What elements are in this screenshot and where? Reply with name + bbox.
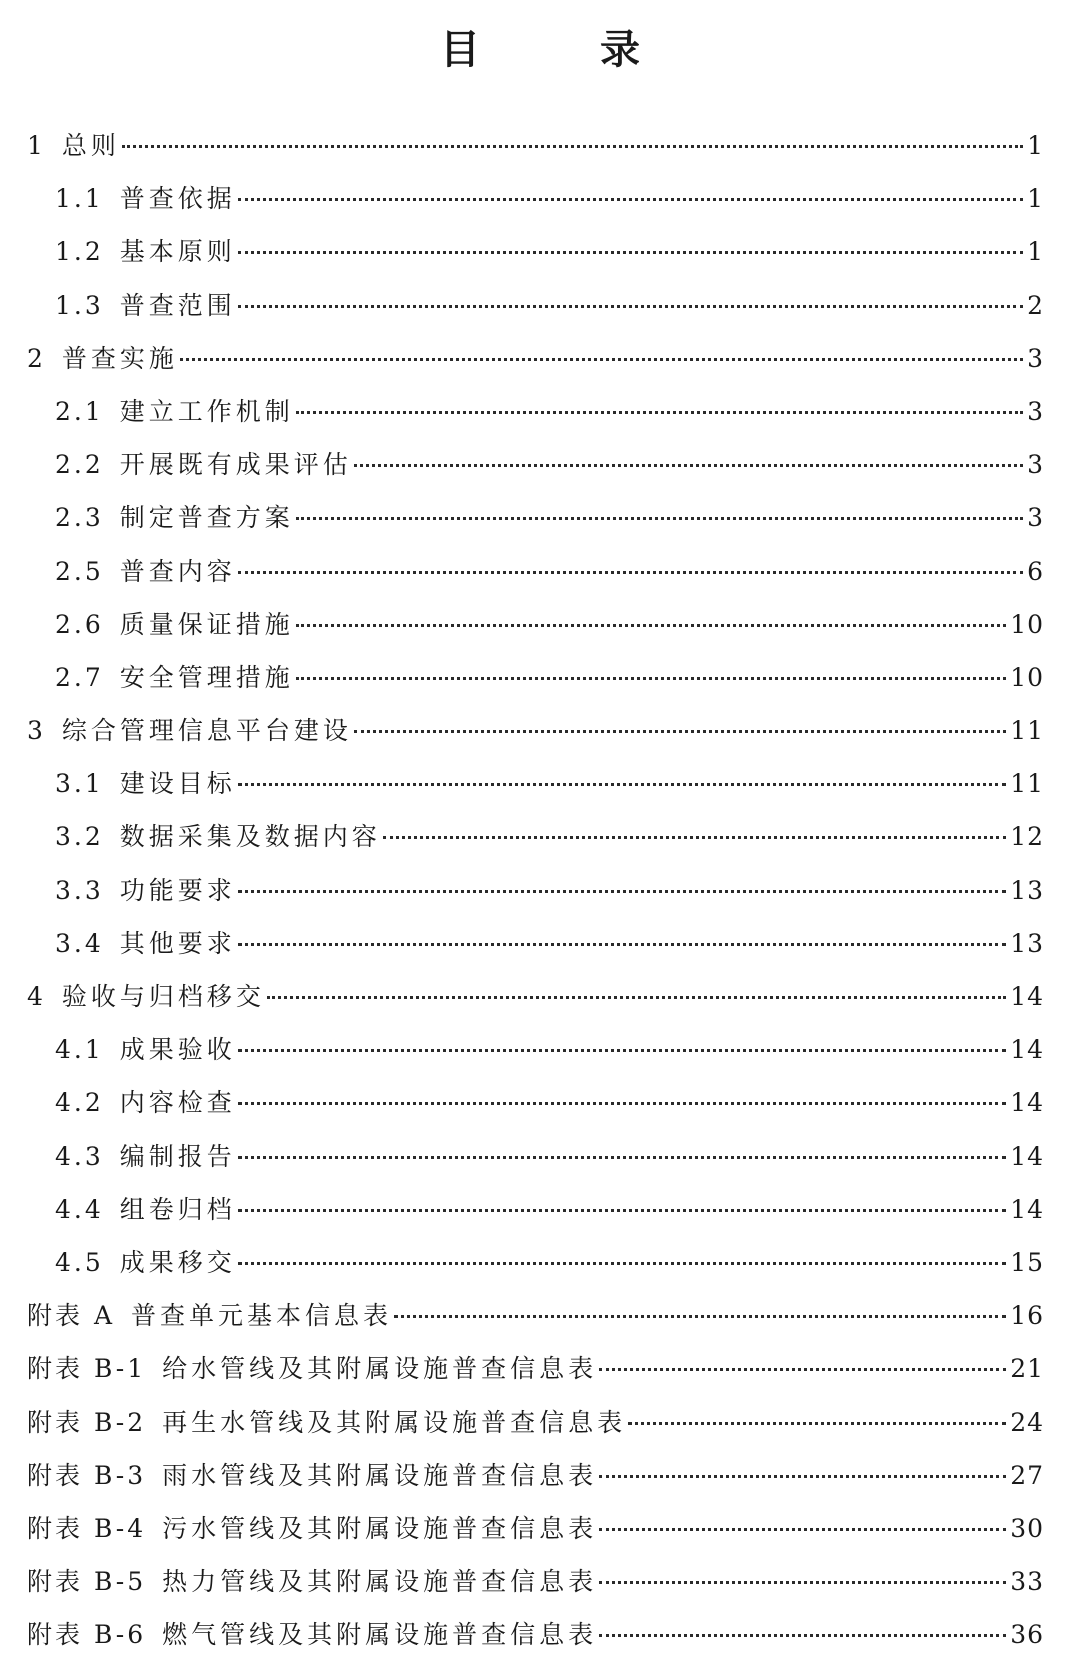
toc-entry-title: 建设目标 (119, 769, 236, 799)
toc-entry[interactable] (27, 225, 1044, 278)
toc-entry-page-number: 2 (1027, 290, 1044, 320)
toc-entry-title: 验收与归档移交 (61, 982, 265, 1011)
toc-entry[interactable] (27, 491, 1044, 544)
toc-entry-number: 附表 B-3 (27, 1460, 147, 1490)
toc-entry[interactable] (27, 704, 1044, 757)
toc-entry[interactable] (27, 545, 1044, 598)
toc-entry[interactable] (27, 651, 1044, 704)
toc-entry[interactable] (27, 119, 1044, 172)
toc-entry[interactable] (27, 1449, 1044, 1502)
toc-entry-title: 综合管理信息平台建设 (61, 716, 352, 746)
toc-entry[interactable] (27, 1608, 1044, 1661)
toc-entry-page-number: 16 (1010, 1301, 1044, 1331)
dot-leader (296, 517, 1023, 520)
toc-entry-title: 建立工作机制 (119, 396, 294, 426)
page-title: 目 录 (440, 26, 680, 73)
toc-entry-number: 3.3 (55, 875, 104, 905)
dot-leader (238, 890, 1006, 893)
dot-leader (238, 1049, 1006, 1052)
toc-entry[interactable] (27, 810, 1044, 863)
toc-entry-page-number: 3 (1027, 450, 1044, 480)
dot-leader (238, 251, 1023, 254)
toc-entry-page-number: 13 (1010, 875, 1044, 905)
toc-entry-title: 组卷归档 (119, 1194, 236, 1224)
toc-entry[interactable] (27, 385, 1044, 438)
toc-entry[interactable] (27, 598, 1044, 651)
toc-entry-page-number: 36 (1010, 1620, 1044, 1650)
toc-entry-number: 3.2 (55, 822, 104, 852)
dot-leader (296, 624, 1006, 627)
toc-entry-page-number: 3 (1027, 343, 1044, 373)
toc-entry-page-number: 15 (1010, 1247, 1044, 1277)
toc-entry-title: 燃气管线及其附属设施普查信息表 (162, 1620, 598, 1650)
toc-entry-title: 再生水管线及其附属设施普查信息表 (162, 1407, 627, 1437)
toc-entry-title: 其他要求 (119, 928, 236, 958)
dot-leader (296, 411, 1023, 414)
dot-leader (267, 996, 1006, 999)
toc-entry-page-number: 1 (1027, 184, 1044, 214)
dot-leader (122, 145, 1023, 148)
toc-entry[interactable] (27, 1236, 1044, 1289)
toc-entry-title: 成果验收 (119, 1035, 236, 1065)
toc-entry-page-number: 14 (1010, 1194, 1044, 1224)
dot-leader (238, 571, 1023, 574)
toc-entry-number: 1.3 (55, 290, 104, 320)
toc-entry[interactable] (27, 1023, 1044, 1076)
toc-entry-page-number: 6 (1027, 556, 1044, 586)
toc-entry-page-number: 10 (1010, 662, 1044, 692)
dot-leader (238, 1262, 1006, 1265)
toc-entry-number: 2 (27, 343, 46, 373)
toc-entry-number: 4 (27, 982, 46, 1011)
toc-entry-page-number: 13 (1010, 928, 1044, 958)
toc-entry-number: 3.1 (55, 769, 104, 799)
toc-entry-title: 普查范围 (119, 290, 236, 320)
toc-entry[interactable] (27, 1183, 1044, 1236)
toc-entry-title: 基本原则 (119, 237, 236, 267)
toc-entry[interactable] (27, 438, 1044, 491)
dot-leader (354, 730, 1006, 733)
toc-entry-title: 给水管线及其附属设施普查信息表 (162, 1354, 598, 1384)
toc-entry-page-number: 11 (1010, 769, 1044, 799)
dot-leader (628, 1422, 1006, 1425)
toc-entry-number: 2.3 (55, 503, 104, 533)
toc-entry-title: 污水管线及其附属设施普查信息表 (162, 1513, 598, 1543)
dot-leader (599, 1475, 1006, 1478)
toc-entry-page-number: 10 (1010, 609, 1044, 639)
dot-leader (238, 1209, 1006, 1212)
toc-entry-page-number: 12 (1010, 822, 1044, 852)
dot-leader (296, 677, 1006, 680)
toc-entry[interactable] (27, 1555, 1044, 1608)
toc-entry-number: 4.3 (55, 1141, 104, 1171)
toc-entry-title: 普查依据 (119, 184, 236, 214)
dot-leader (238, 198, 1023, 201)
dot-leader (383, 836, 1006, 839)
toc-entry[interactable] (27, 1289, 1044, 1342)
toc-entry-number: 2.6 (55, 609, 104, 639)
toc-entry-number: 4.1 (55, 1035, 104, 1065)
toc-entry-number: 附表 A (27, 1301, 116, 1331)
toc-entry-page-number: 1 (1027, 131, 1044, 160)
toc-entry-number: 附表 B-5 (27, 1567, 147, 1597)
toc-entry-page-number: 14 (1010, 1088, 1044, 1118)
toc-entry-page-number: 11 (1010, 716, 1044, 746)
toc-entry-number: 2.5 (55, 556, 104, 586)
toc-entry[interactable] (27, 1396, 1044, 1449)
toc-entry-number: 4.2 (55, 1088, 104, 1118)
toc-entry-number: 3.4 (55, 928, 104, 958)
toc-entry[interactable] (27, 172, 1044, 225)
toc-entry-title: 普查内容 (119, 556, 236, 586)
toc-entry[interactable] (27, 757, 1044, 810)
toc-entry[interactable] (27, 1342, 1044, 1395)
toc-entry-page-number: 3 (1027, 503, 1044, 533)
toc-entry-page-number: 24 (1010, 1407, 1044, 1437)
dot-leader (238, 943, 1006, 946)
toc-entry-title: 开展既有成果评估 (119, 450, 352, 480)
toc-entry[interactable] (27, 970, 1044, 1023)
toc-entry-number: 1.2 (55, 237, 104, 267)
toc-entry-number: 4.5 (55, 1247, 104, 1277)
dot-leader (599, 1581, 1006, 1584)
toc-entry-title: 功能要求 (119, 875, 236, 905)
dot-leader (238, 1156, 1006, 1159)
toc-entry-number: 2.2 (55, 450, 104, 480)
toc-entry-page-number: 14 (1010, 1035, 1044, 1065)
toc-entry-title: 质量保证措施 (119, 609, 294, 639)
dot-leader (180, 358, 1023, 361)
toc-entry-page-number: 30 (1010, 1513, 1044, 1543)
dot-leader (354, 464, 1023, 467)
toc-entry-number: 附表 B-6 (27, 1620, 147, 1650)
toc-entry-title: 制定普查方案 (119, 503, 294, 533)
toc-entry-title: 内容检查 (119, 1088, 236, 1118)
dot-leader (599, 1634, 1006, 1637)
dot-leader (394, 1315, 1006, 1318)
toc-entry-number: 1 (27, 131, 46, 160)
toc-entry-number: 附表 B-4 (27, 1513, 147, 1543)
dot-leader (599, 1528, 1006, 1531)
toc-entry-page-number: 21 (1010, 1354, 1044, 1384)
toc-entry-page-number: 27 (1010, 1460, 1044, 1490)
toc-entry[interactable] (27, 1076, 1044, 1129)
toc-entry-title: 总则 (61, 131, 120, 160)
toc-entry-number: 附表 B-2 (27, 1407, 147, 1437)
toc-entry-page-number: 33 (1010, 1567, 1044, 1597)
toc-entry[interactable] (27, 1502, 1044, 1555)
toc-entry-page-number: 3 (1027, 396, 1044, 426)
toc-entry-title: 编制报告 (119, 1141, 236, 1171)
dot-leader (238, 783, 1006, 786)
toc-entry-title: 数据采集及数据内容 (119, 822, 381, 852)
toc-entry-page-number: 14 (1010, 982, 1044, 1011)
toc-entry-number: 3 (27, 716, 46, 746)
toc-entry-title: 雨水管线及其附属设施普查信息表 (162, 1460, 598, 1490)
toc-entry[interactable] (27, 1130, 1044, 1183)
toc-entry-title: 热力管线及其附属设施普查信息表 (162, 1567, 598, 1597)
toc-entry-title: 安全管理措施 (119, 662, 294, 692)
toc-entry-number: 2.7 (55, 662, 104, 692)
toc-entry-number: 2.1 (55, 396, 104, 426)
table-of-contents (27, 119, 1044, 1661)
toc-entry-title: 成果移交 (119, 1247, 236, 1277)
toc-entry-page-number: 14 (1010, 1141, 1044, 1171)
toc-entry[interactable] (27, 279, 1044, 332)
toc-entry[interactable] (27, 917, 1044, 970)
dot-leader (238, 305, 1023, 308)
dot-leader (238, 1102, 1006, 1105)
toc-entry[interactable] (27, 864, 1044, 917)
toc-entry-title: 普查实施 (61, 343, 178, 373)
toc-entry-number: 附表 B-1 (27, 1354, 147, 1384)
toc-entry-number: 4.4 (55, 1194, 104, 1224)
toc-entry-number: 1.1 (55, 184, 104, 214)
toc-entry-title: 普查单元基本信息表 (131, 1301, 393, 1331)
dot-leader (599, 1368, 1006, 1371)
toc-entry[interactable] (27, 332, 1044, 385)
toc-entry-page-number: 1 (1027, 237, 1044, 267)
